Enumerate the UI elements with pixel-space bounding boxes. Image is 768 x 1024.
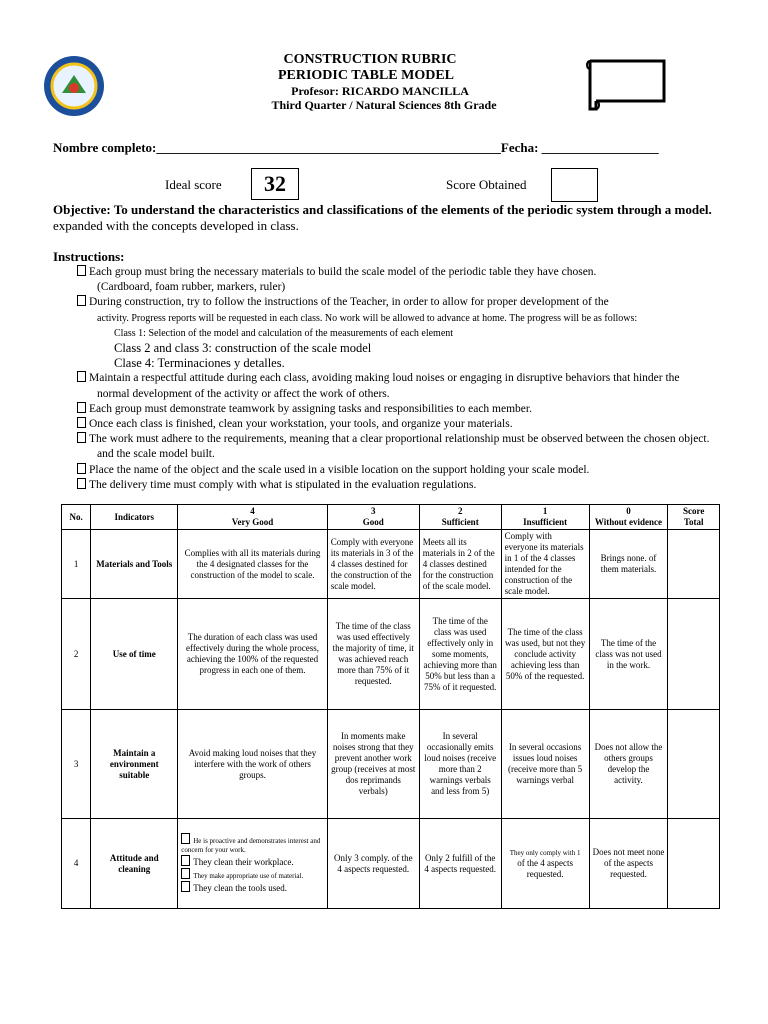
header-insufficient: 1 Insufficient bbox=[501, 505, 589, 530]
instruction-item: During construction, try to follow the instructions of the Teacher, in order to allow for proper development of the bbox=[77, 295, 757, 310]
row-indicator: Materials and Tools bbox=[91, 530, 178, 599]
cell-without-evidence: Does not allow the others groups develop the activity. bbox=[589, 710, 668, 819]
checklist-item: He is proactive and demonstrates interest and concern for your work. bbox=[181, 833, 324, 855]
cell-insufficient: In several occasions issues loud noises (receive more than 5 warnings verbal bbox=[501, 710, 589, 819]
cell-good: The time of the class was used effectively the majority of time, it was achieved reach more than 75% of it requested. bbox=[327, 599, 419, 710]
row-indicator: Maintain a environment suitable bbox=[91, 710, 178, 819]
table-row bbox=[62, 530, 720, 599]
checkbox-icon bbox=[77, 478, 86, 489]
row-indicator: Use of time bbox=[91, 599, 178, 710]
title-block bbox=[200, 52, 540, 112]
document-title: CONSTRUCTION RUBRIC bbox=[283, 52, 457, 67]
cell-sufficient: In several occasionally emits loud noises (receive more than 2 warnings verbals and less from 5) bbox=[419, 710, 501, 819]
instructions-title: Instructions: bbox=[53, 249, 125, 264]
objective bbox=[53, 202, 753, 234]
instruction-continuation: (Cardboard, foam rubber, markers, ruler) bbox=[97, 281, 286, 294]
instruction-continuation: activity. Progress reports will be requested in each class. No work will be allowed to advance at home. The progress will be as follows: bbox=[97, 312, 638, 324]
course-info: Third Quarter / Natural Sciences 8th Grade bbox=[271, 98, 497, 112]
table-row bbox=[62, 819, 720, 909]
checklist-item: They make appropriate use of material. bbox=[181, 868, 324, 881]
table-row bbox=[62, 710, 720, 819]
row-number: 2 bbox=[62, 599, 91, 710]
class-step: Class 2 and class 3: construction of the scale model bbox=[114, 341, 372, 356]
checkbox-icon bbox=[181, 855, 190, 866]
header-good: 3 Good bbox=[327, 505, 419, 530]
header-very-good: 4 Very Good bbox=[178, 505, 328, 530]
checkbox-icon bbox=[77, 371, 86, 382]
checkbox-icon bbox=[77, 417, 86, 428]
document-subtitle: PERIODIC TABLE MODEL bbox=[277, 68, 455, 83]
cell-score[interactable] bbox=[668, 599, 720, 710]
class-step: Class 1: Selection of the model and calculation of the measurements of each element bbox=[114, 327, 454, 339]
cell-without-evidence: Does not meet none of the aspects requested. bbox=[589, 819, 668, 909]
cell-sufficient: The time of the class was used effectively only in some moments, achieving more than 50% but less than a 75% of it requested. bbox=[419, 599, 501, 710]
professor-name: Profesor: RICARDO MANCILLA bbox=[291, 84, 469, 98]
row-indicator: Attitude and cleaning bbox=[91, 819, 178, 909]
objective-text: Objective: To understand the characteristics and classifications of the elements of the periodic system through a model. bbox=[53, 202, 712, 217]
cell-good: Comply with everyone its materials in 3 of the 4 classes destined for the construction of the scale model. bbox=[327, 530, 419, 599]
checkbox-icon bbox=[77, 432, 86, 443]
checkbox-icon bbox=[77, 402, 86, 413]
cell-sufficient: Only 2 fulfill of the 4 aspects requested. bbox=[419, 819, 501, 909]
objective-continuation: expanded with the concepts developed in class. bbox=[53, 218, 299, 233]
header-sufficient: 2 Sufficient bbox=[419, 505, 501, 530]
class-step: Clase 4: Terminaciones y detalles. bbox=[114, 356, 285, 371]
instruction-item: Maintain a respectful attitude during each class, avoiding making loud noises or engaging in disruptive behaviors that hinder the bbox=[77, 371, 757, 386]
checkbox-icon bbox=[181, 833, 190, 844]
header-no: No. bbox=[62, 505, 91, 530]
checklist bbox=[181, 833, 324, 894]
header-without-evidence: 0 Without evidence bbox=[589, 505, 668, 530]
checkbox-icon bbox=[181, 881, 190, 892]
cell-very-good bbox=[178, 819, 328, 909]
ideal-score-value: 32 bbox=[251, 168, 299, 200]
row-number: 3 bbox=[62, 710, 91, 819]
checkbox-icon bbox=[77, 265, 86, 276]
ideal-score-label: Ideal score bbox=[165, 177, 222, 192]
cell-score[interactable] bbox=[668, 710, 720, 819]
cell-very-good: The duration of each class was used effectively during the whole process, achieving the 100% of the requested progress in each one of them. bbox=[178, 599, 328, 710]
checklist-item: They clean their workplace. bbox=[181, 855, 324, 868]
cell-without-evidence: The time of the class was not used in the work. bbox=[589, 599, 668, 710]
checkbox-icon bbox=[77, 295, 86, 306]
score-obtained-label: Score Obtained bbox=[446, 177, 527, 192]
checkbox-icon bbox=[181, 868, 190, 879]
instruction-item: Each group must demonstrate teamwork by assigning tasks and responsibilities to each member. bbox=[77, 402, 757, 417]
instruction-item: Place the name of the object and the scale used in a visible location on the support holding your scale model. bbox=[77, 463, 757, 478]
instructions-list bbox=[77, 265, 757, 493]
header-score-total: Score Total bbox=[668, 505, 720, 530]
row-number: 1 bbox=[62, 530, 91, 599]
cell-score[interactable] bbox=[668, 819, 720, 909]
row-number: 4 bbox=[62, 819, 91, 909]
cell-very-good: Complies with all its materials during the 4 designated classes for the construction of the model to scale. bbox=[178, 530, 328, 599]
instruction-item: Each group must bring the necessary materials to build the scale model of the periodic table they have chosen. bbox=[77, 265, 757, 280]
checkbox-icon bbox=[77, 463, 86, 474]
name-date-line[interactable]: Nombre completo:_____________________________________________________Fecha: __________________ bbox=[53, 140, 659, 155]
score-obtained-box[interactable] bbox=[551, 168, 598, 202]
instruction-continuation: and the scale model built. bbox=[97, 448, 215, 461]
table-row bbox=[62, 599, 720, 710]
cell-good: Only 3 comply. of the 4 aspects requested. bbox=[327, 819, 419, 909]
cell-insufficient: Comply with everyone its materials in 1 of the 4 classes intended for the construction of the scale model. bbox=[501, 530, 589, 599]
instruction-continuation: normal development of the activity or affect the work of others. bbox=[97, 387, 390, 400]
cell-good: In moments make noises strong that they prevent another work group (receives at most dos reprimands verbals) bbox=[327, 710, 419, 819]
instruction-item: Once each class is finished, clean your workstation, your tools, and organize your materials. bbox=[77, 417, 757, 432]
header-indicators: Indicators bbox=[91, 505, 178, 530]
instruction-item: The work must adhere to the requirements, meaning that a clear proportional relationship must be observed between the chosen object. bbox=[77, 432, 757, 447]
cell-very-good: Avoid making loud noises that they interfere with the work of others groups. bbox=[178, 710, 328, 819]
table-header-row bbox=[62, 505, 720, 530]
scroll-icon bbox=[584, 55, 669, 115]
cell-sufficient: Meets all its materials in 2 of the 4 classes destined for the construction of the scale model. bbox=[419, 530, 501, 599]
cell-insufficient: They only comply with 1 of the 4 aspects requested. bbox=[501, 819, 589, 909]
rubric-table bbox=[61, 504, 720, 909]
cell-without-evidence: Brings none. of them materials. bbox=[589, 530, 668, 599]
cell-insufficient: The time of the class was used, but not they conclude activity achieving less than 50% of the requested. bbox=[501, 599, 589, 710]
cell-score[interactable] bbox=[668, 530, 720, 599]
instruction-item: The delivery time must comply with what is stipulated in the evaluation regulations. bbox=[77, 478, 757, 493]
school-logo bbox=[43, 55, 105, 117]
checklist-item: They clean the tools used. bbox=[181, 881, 324, 894]
